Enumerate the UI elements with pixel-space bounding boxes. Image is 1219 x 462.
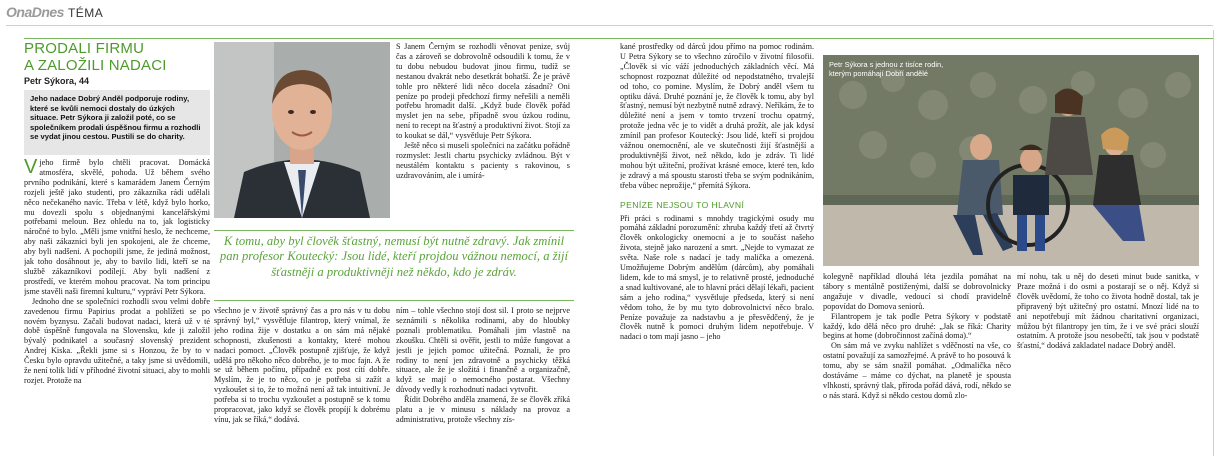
column-5-paragraph-2: Filantropem je tak podle Petra Sýkory v podstatě každý, kdo dělá něco pro druhé: „Jak se říká: Charity begins at home (dobročinnost začíná doma).“	[823, 311, 1011, 341]
article-author: Petr Sýkora, 44	[24, 76, 90, 86]
column-5-paragraph-1: kolegyně například dlouhá léta jezdila pomáhat na tábory s mentálně postiženými, další se dobrovolnicky angažuje v divadle, vedoucí si chodí pravidelně popovídat do Domova seniorů.	[823, 272, 1011, 311]
column-2-paragraph-1: S Janem Černým se rozhodli věnovat penize, svůj čas a zároveň se dobrovolně odsoudili k tomu, že v tu dobu nebudou budovat jinou firmu, tudíž se nestanou dvakrát nebo desetkrát bohatší. Že je právě tohle pro některé lidi něco docela zásadní? Oni peníze po prodeji předchozí firmy neřešili a neměli potřebu hromadit další. „Když bude člověk pořád myslet jen na sebe, případně svou úzkou rodinu, není to recept na šťastný a produktivní život. Stojí za to koukat se dál,“ vysvětluje Petr Sýkora.	[396, 42, 570, 141]
photo-caption: Petr Sýkora s jednou z tisíce rodin, kterým pomáhají Dobří andělé	[829, 60, 944, 78]
text-column-1	[24, 158, 210, 456]
family-photo	[823, 55, 1199, 266]
lead-paragraph: Jeho nadace Dobrý Anděl podporuje rodiny, které se kvůli nemoci dostaly do úzkých situace. Petr Sýkora ji založil poté, co se společníkem prodali úspěšnou firmu a rozhodli se vydat jinou cestou. Pustili se do charity.	[24, 90, 210, 155]
pull-quote: K tomu, aby byl člověk šťastný, nemusí být nutně zdravý. Jak zmínil pan profesor Koutecký: Jsou lidé, kteří projdou vážnou nemocí, a žijí šťastněji a produktivněji než někdo, kdo je zdráv.	[219, 234, 569, 279]
text-column-2-bottom	[214, 306, 390, 456]
title-line-2: A ZALOŽILI NADACI	[24, 57, 167, 74]
drop-cap: V	[24, 158, 38, 178]
masthead-rule	[6, 25, 1213, 26]
column-6-paragraph: mí nohu, tak u něj do deseti minut bude sanitka, v Praze možná i do osmi a postarají se o něj. Když si člověk uvědomí, že toho co života hodně dostal, tak je připravený být užitečný pro ostatní. Mnozí lidé na to ani nepotřebují mít žádnou charitativní organizaci, můžou být filantropy jen tím, že i ve své práci slouží ostatním. A protože jsou nesobečtí, tak jsou v podstatě šťastní,“ dodává zakladatel nadace Dobrý anděl.	[1017, 272, 1199, 351]
family-illustration	[823, 55, 1199, 266]
text-column-4	[620, 42, 814, 456]
text-column-6	[1017, 272, 1199, 456]
portrait-photo	[214, 42, 390, 218]
quote-rule-bottom	[214, 300, 574, 301]
column-1-paragraph-1: Vjeho firmě bylo chtěli pracovat. Domácká atmosféra, skvělé, pohoda. Už během svého prvního podnikání, které s kamarádem Janem Černým rozjeli ještě jako studenti, pro zákazníka rádi udělali něco nečekaného navíc. Třeba v létě, když bylo horko, mu dovezli spolu s objednanými kancelářskými potřebami meloun. Bez ohledu na to, jak logisticky náročné to bylo. „Měli jsme vnitřní heslo, že nechceme, aby naši zákazníci byli jen spokojeni, ale že chceme, aby byli nadšeni. A pochopili jsme, že jediná možnost, jak toho dosáhnout je, aby to bavilo lidi, kteří se na službě zákazníkovi podílejí. Aby byli nadšení z prostředí, ve kterém mohou pracovat. Na tom principu jsme stavěli naši firemní kulturu,“ vypráví Petr Sýkora.	[24, 158, 210, 296]
text-column-2-top	[396, 42, 570, 222]
text-column-3-bottom	[396, 306, 570, 456]
title-line-1: PRODALI FIRMU	[24, 40, 145, 57]
column-3-bottom-paragraph-1: ním – tohle všechno stojí dost sil. I proto se nejprve seznámili s několika rodinami, aby do hloubky poznali problematiku. Pomáhali jim vlastně na zkoušku. Chtěli si ověřit, jestli to může fungovat a jestli je jejich pomoc užitečná. Poznali, že pro rodiny to není jen zdravotně a psychicky těžká situace, ale že je složitá i finančně a organizačně, když se mají o nemocného postarat. Všechny důvody vedly k rozhodnutí nadaci vytvořit.	[396, 306, 570, 395]
column-3-bottom-paragraph-2: Řídit Dobrého anděla znamená, že se člověk zříká platu a je v minusu s náklady na provoz a administrativu, protože všechny zís-	[396, 395, 570, 424]
quote-rule-top	[214, 230, 574, 231]
column-2-bottom-paragraph: všechno je v životě správný čas a pro nás v tu dobu správný byl,“ vysvětluje filantrop, který vnímal, že jeho rodina žije v dostatku a on sám má nějaké schopnosti, zkušenosti a kontakty, které mohou nadaci pomoct. „Člověk postupně zjišťuje, že když udělá pro někoho něco dobrého, je to moc fajn. A že se už během počínu, případně ex post cítí dobře. Myslím, že je to něco, co je potřeba si zažít a vyzkoušet si to, že to možná není až tak intuitivní. Je potřeba si to trochu vyzkoušet a postupně se k tomu propracovat, jako když se člověk propíjí k dobrému vínu, jak se říká,“ dodává.	[214, 306, 390, 424]
column-4-paragraph-2: Při práci s rodinami s mnohdy tragickými osudy mu pomáhá základní porozumění: zhruba každý třetí až čtvrtý člověk onkologicky onemocní a je to součást našeho života, stejně jako narození a smrt. „Nejde to vymazat ze světa. Naše role s nadací je tady malička a omezená. Umožňujeme Dobrým andělům (dárcům), aby pomáhali lidem, kde to má smysl, je to relativně prosté, jednoduché a snad kultivované, ale to hlavní práci dělají lékaři, pacient sám a jeho rodina,“ vysvětluje předseda, který si není vědom toho, že by mu tyto dobrovolnictví něco bralo. Peníze považuje za nadstavbu a je přesvědčený, že je člověk nutně k pomoci druhým lidem nepotřebuje. V nadaci o tom mají jasno – jeho	[620, 213, 814, 342]
column-4-paragraph-1: kané prostředky od dárců jdou přímo na pomoc rodinám. U Petra Sýkory se to všechno zúročilo v životní filosofii. „Člověk si víc váží jednoduchých základních věcí. Má schopnost rozpoznat důležité od nepodstatného, trvalejší od toho, co pomine. Myslím, že Dobrý anděl všem tu optiku dává. Druhé poznání je, že člověk k tomu, aby byl šťastný, nemusí být nezbytně nutně zdravý. Neříkám, že to důležité není a jsem v tomto trvzení trochu opatrný, protože jedna věc je to vidět a druhá prožít, ale jak kdysí zmínil pan profesor Koutecký: Jsou lidé, kteří si projdou vážnou onemocnění, ale ve skutečnosti žijí šťastnější a produktivnější život, než někdo, kdo je zdráv. Ti lidé mohou být užiteční, prožívat krásné emoce, které ten, kdo je zdravý a má spoustu starostí třeba se svým podnikáním, třeba vůbec neprožije,“ přemítá Sýkora.	[620, 42, 814, 190]
masthead	[6, 4, 103, 24]
column-2-paragraph-2: Ještě něco si museli společníci na začátku pořádně rozmyslet: Jestli chartu psychicky zvládnou. Být v neustálém kontaktu s pacienty s rakovinou, s uzdravováním, ale i umírá-	[396, 141, 570, 180]
article-title	[24, 40, 214, 74]
page-edge-rule	[1213, 30, 1214, 456]
publication-logo: OnaDnes	[6, 4, 64, 20]
text-column-5	[823, 272, 1011, 456]
portrait-illustration	[214, 42, 390, 218]
title-rule	[24, 38, 1213, 39]
subheading: PENÍZE NEJSOU TO HLAVNÍ	[620, 199, 745, 210]
section-label: TÉMA	[67, 6, 104, 20]
column-1-paragraph-2: Jednoho dne se společníci rozhodli svou velmi dobře zavedenou firmu Papirius prodat a pohlížeti se po novém byznysu. Začali budovat nadaci, která už v té době úspěšně fungovala na Slovensku, kde ji založil bývalý podnikatel a současný slovenský prezident Andrej Kiska. „Řekli jsme si s Honzou, že by to v Česku bylo opravdu užitečné, a taky jsme si uvědomili, že není tolik lidí v příhodné životní situaci, aby to mohli rozjet. Protože na	[24, 296, 210, 385]
column-5-paragraph-3: On sám má ve zvyku nahlížet s vděčností na vše, co ostatní považují za samozřejmé. A právě to ho posouvá k tomu, aby se sám snažil pomáhat. „Odmalička něco dostáváme – máme co dýchat, na planetě je spousta vlhkosti, správný tlak, příroda pořád dává, rodí, někdo se o nás stará. Když si někdo cestou domů zlo-	[823, 341, 1011, 400]
